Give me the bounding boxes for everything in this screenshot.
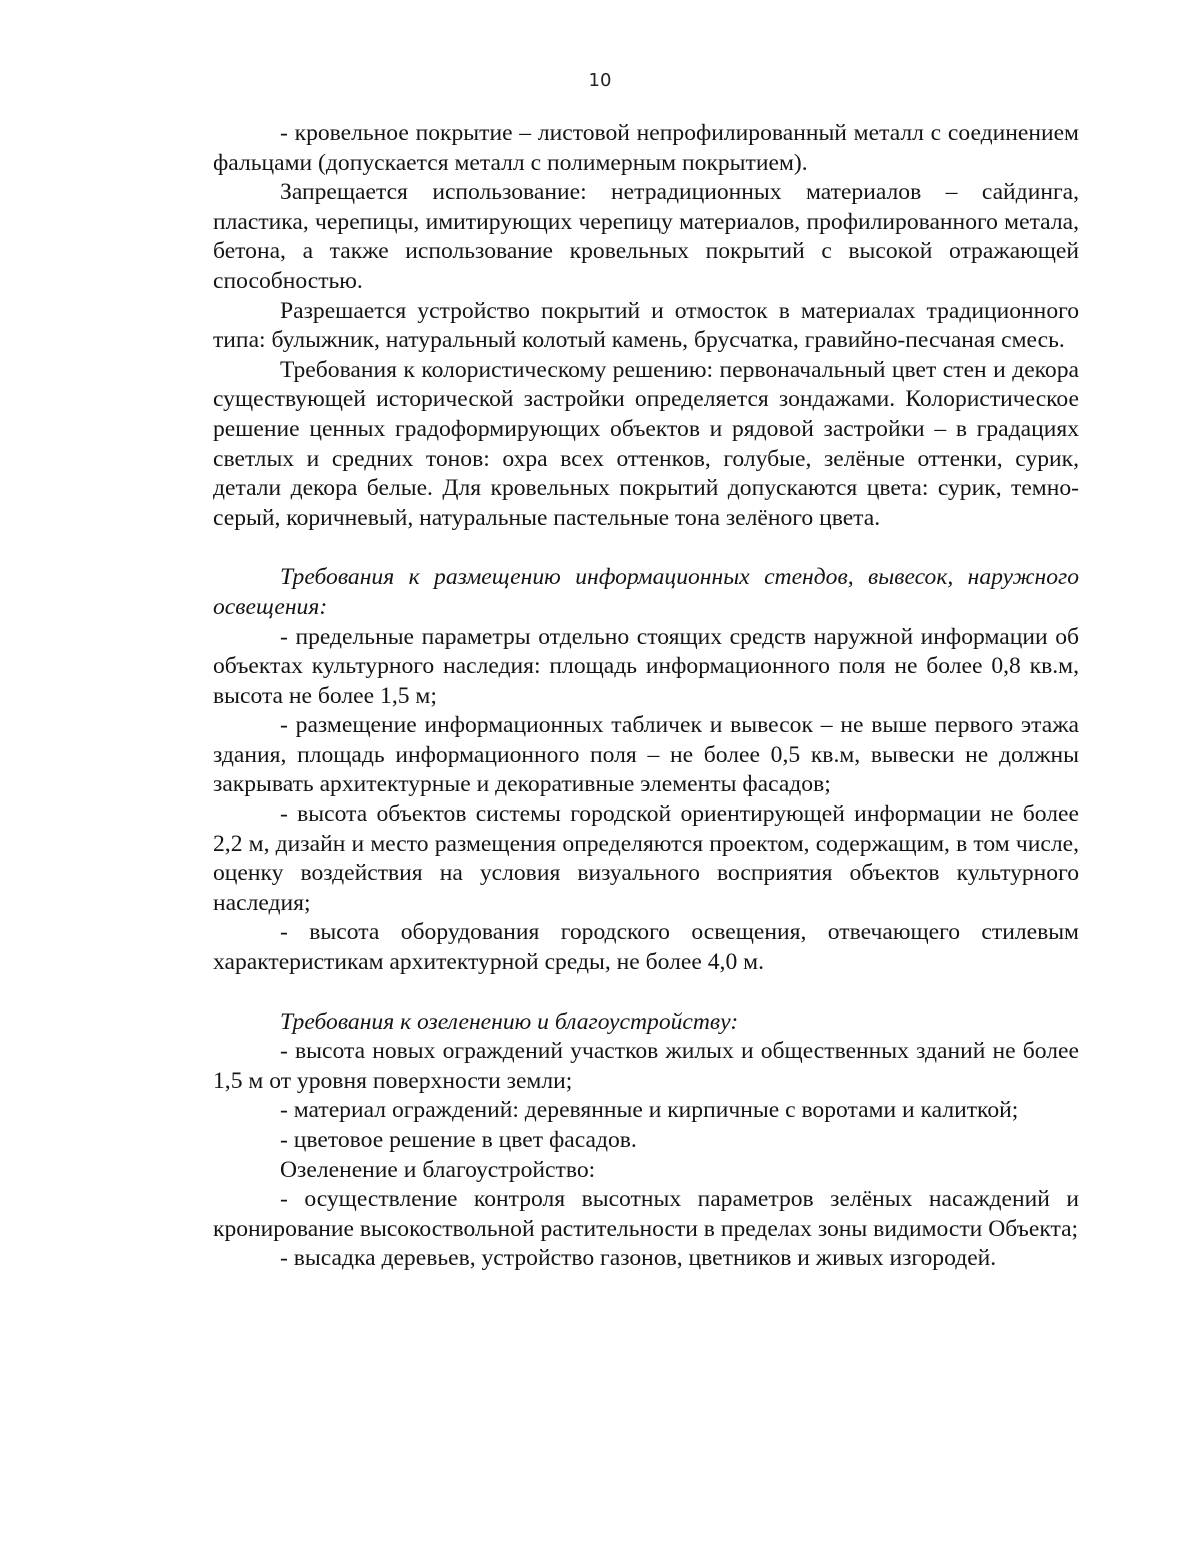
- paragraph-signage-bullet-4: - высота оборудования городского освещения, отвечающего стилевым характеристикам архитектурной среды, не более 4,0 м.: [213, 919, 1079, 976]
- paragraph-signage-bullet-2: - размещение информационных табличек и вывесок – не выше первого этажа здания, площадь информационного поля – не более 0,5 кв.м, вывески не должны закрывать архитектурные и декоративные элементы фасадов;: [213, 712, 1079, 798]
- paragraph-signage-bullet-3: - высота объектов системы городской ориентирующей информации не более 2,2 м, дизайн и место размещения определяются проектом, содержащим, в том числе, оценку воздействия на условия визуального восприятия объектов культурного наследия;: [213, 801, 1079, 916]
- page-number: 10: [588, 70, 612, 91]
- section-heading-signage: Требования к размещению информационных стендов, вывесок, наружного освещения:: [213, 564, 1079, 620]
- paragraph-signage-bullet-1: - предельные параметры отдельно стоящих средств наружной информации об объектах культурного наследия: площадь информационного поля не более 0,8 кв.м, высота не более 1,5 м;: [213, 623, 1079, 709]
- paragraph-greening-bullet-1: - осуществление контроля высотных параметров зелёных насаждений и кронирование высокоствольной растительности в пределах зоны видимости Объекта;: [213, 1186, 1079, 1242]
- paragraph-greening-bullet-2: - высадка деревьев, устройство газонов, цветников и живых изгородей.: [280, 1245, 997, 1272]
- document-body: [213, 119, 1079, 1274]
- paragraph-landscaping-bullet-1: - высота новых ограждений участков жилых и общественных зданий не более 1,5 м от уровня поверхности земли;: [213, 1038, 1079, 1094]
- paragraph-prohibited-materials: Запрещается использование: нетрадиционных материалов – сайдинга, пластика, черепицы, имитирующих черепицу материалов, профилированного метала, бетона, а также использование кровельных покрытий с высокой отражающей способностью.: [213, 179, 1079, 294]
- paragraph-landscaping-bullet-2: - материал ограждений: деревянные и кирпичные с воротами и калиткой;: [280, 1097, 1019, 1124]
- paragraph-color-requirements: Требования к колористическому решению: первоначальный цвет стен и декора существующей исторической застройки определяется зондажами. Колористическое решение ценных градоформирующих объектов и рядовой застройки – в градациях светлых и средних тонов: охра всех оттенков, голубые, зелёные оттенки, сурик, детали декора белые. Для кровельных покрытий допускаются цвета: сурик, темно-серый, коричневый, натуральные пастельные тона зелёного цвета.: [213, 356, 1079, 531]
- paragraph-allowed-paving: Разрешается устройство покрытий и отмосток в материалах традиционного типа: булыжник, натуральный колотый камень, брусчатка, гравийно-песчаная смесь.: [213, 297, 1079, 354]
- section-heading-landscaping: Требования к озеленению и благоустройству:: [280, 1008, 739, 1035]
- paragraph-roofing-bullet: - кровельное покрытие – листовой непрофилированный металл с соединением фальцами (допускается металл с полимерным покрытием).: [213, 120, 1079, 176]
- paragraph-greening-heading: Озеленение и благоустройство:: [280, 1156, 596, 1183]
- paragraph-landscaping-bullet-3: - цветовое решение в цвет фасадов.: [280, 1127, 637, 1153]
